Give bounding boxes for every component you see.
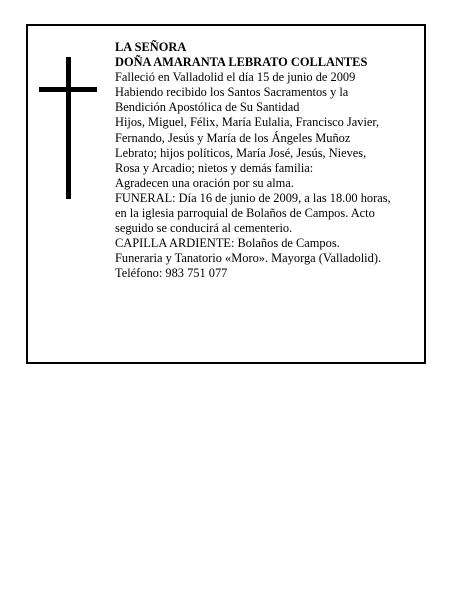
family-line: Rosa y Arcadio; nietos y demás familia: [115, 160, 314, 175]
cross-icon [39, 57, 97, 199]
blessing-line: Bendición Apostólica de Su Santidad [115, 100, 300, 115]
sacraments-line: Habiendo recibido los Santos Sacramentos y la [115, 85, 349, 100]
funeral-line: en la iglesia parroquial de Bolaños de Campos. Acto [115, 206, 375, 221]
family-line: Hijos, Miguel, Félix, María Eulalia, Francisco Javier, [115, 115, 380, 130]
obituary-notice-frame [26, 24, 426, 364]
cross-horizontal-bar [39, 87, 97, 92]
phone-line: Teléfono: 983 751 077 [115, 266, 228, 281]
family-line: Lebrato; hijos políticos, María José, Jesús, Nieves, [115, 145, 367, 160]
cross-vertical-bar [66, 57, 71, 199]
funeral-home-line: Funeraria y Tanatorio «Moro». Mayorga (Valladolid). [115, 251, 382, 266]
funeral-line: seguido se conducirá al cementerio. [115, 221, 293, 236]
prayer-request-line: Agradecen una oración por su alma. [115, 175, 294, 190]
funeral-line: FUNERAL: Día 16 de junio de 2009, a las 18.00 horas, [115, 190, 391, 205]
obituary-text [115, 40, 425, 282]
deceased-title: LA SEÑORA [115, 40, 187, 54]
chapel-line: CAPILLA ARDIENTE: Bolaños de Campos. [115, 236, 340, 251]
death-announcement-line: Falleció en Valladolid el día 15 de junio de 2009 [115, 70, 356, 85]
deceased-name: DOÑA AMARANTA LEBRATO COLLANTES [115, 55, 368, 70]
family-line: Fernando, Jesús y María de los Ángeles Muñoz [115, 130, 351, 145]
